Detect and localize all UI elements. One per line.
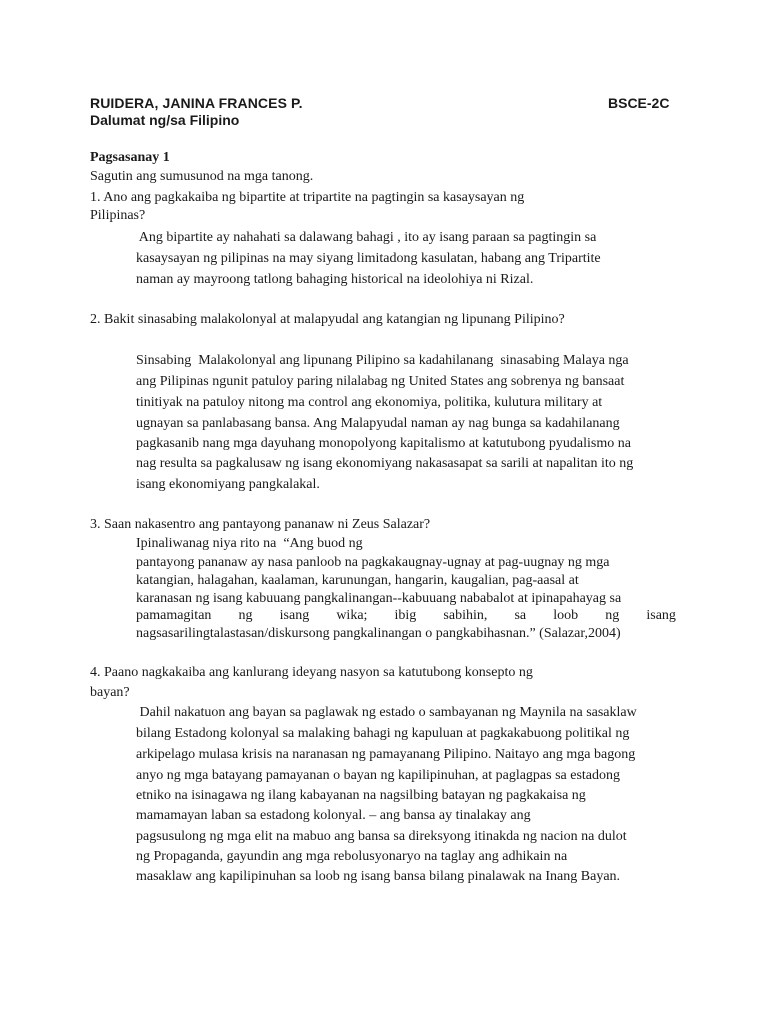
justified-word: sabihin,	[443, 608, 488, 623]
justified-word: loob	[553, 608, 579, 623]
answer-2-line-6: nag resulta sa pagkalusaw ng isang ekonomiyang nakasasapat sa sarili at napalitan ito ng	[136, 456, 634, 471]
answer-3-line-3: katangian, halagahan, kaalaman, karunungan, hangarin, kaugalian, pag-aasal at	[136, 573, 579, 588]
answer-2-line-1: Sinsabing Malakolonyal ang lipunang Pilipino sa kadahilanang sinasabing Malaya nga	[136, 353, 629, 368]
answer-1-line-2: kasaysayan ng pilipinas na may siyang limitadong kasulatan, habang ang Tripartite	[136, 251, 601, 266]
answer-4-line-7: pagsusulong ng mga elit na mabuo ang bansa sa direksyong itinakda ng nacion na dulot	[136, 829, 627, 844]
answer-3-line-4: karanasan ng isang kabuuang pangkalinangan--kabuuang nababalot at ipinapahayag sa	[136, 591, 622, 606]
justified-word: pamamagitan	[136, 608, 212, 623]
answer-4-line-3: arkipelago mulasa krisis na naranasan ng pamayanang Pilipino. Naitayo ang mga bagong	[136, 747, 636, 762]
justified-word: sa	[514, 608, 527, 623]
answer-4-line-8: ng Propaganda, gayundin ang mga rebolusyonaryo na taglay ang adhikain na	[136, 849, 568, 864]
answer-2-line-5: pagkasanib nang mga dayuhang monopolyong kapitalismo at katutubong pyudalismo na	[136, 436, 631, 451]
answer-3-line-6: nagsasarilingtalastasan/diskursong pangkalinangan o pangkabihasnan.” (Salazar,2004)	[136, 626, 621, 641]
student-name: RUIDERA, JANINA FRANCES P.	[90, 95, 303, 111]
answer-2-line-7: isang ekonomiyang pangkalakal.	[136, 477, 320, 492]
instruction-text: Sagutin ang sumusunod na mga tanong.	[90, 169, 314, 184]
justified-word: isang	[646, 608, 676, 623]
exercise-title: Pagsasanay 1	[90, 150, 170, 165]
course-section: BSCE-2C	[608, 95, 670, 111]
justified-word: isang	[279, 608, 310, 623]
answer-4-line-9: masaklaw ang kapilipinuhan sa loob ng isang bansa bilang pinalawak na Inang Bayan.	[136, 869, 621, 884]
question-4-line-2: bayan?	[90, 685, 130, 700]
answer-1-line-1: Ang bipartite ay nahahati sa dalawang bahagi , ito ay isang paraan sa pagtingin sa	[136, 230, 597, 245]
answer-2-line-2: ang Pilipinas ngunit patuloy paring nilalabag ng United States ang sobrenya ng bansaat	[136, 374, 625, 389]
answer-2-line-4: ugnayan sa panlabasang bansa. Ang Malapyudal naman ay nag bunga sa kadahilanang	[136, 416, 620, 431]
question-1-line-2: Pilipinas?	[90, 208, 146, 223]
question-2-line-1: 2. Bakit sinasabing malakolonyal at malapyudal ang katangian ng lipunang Pilipino?	[90, 312, 565, 327]
question-4-line-1: 4. Paano nagkakaiba ang kanlurang ideyang nasyon sa katutubong konsepto ng	[90, 665, 533, 680]
answer-3-line-1: Ipinaliwanag niya rito na “Ang buod ng	[136, 536, 363, 551]
justified-word: ng	[238, 608, 253, 623]
answer-3-line-2: pantayong pananaw ay nasa panloob na pagkakaugnay-ugnay at pag-uugnay ng mga	[136, 555, 610, 570]
justified-word: ng	[605, 608, 620, 623]
subject-title: Dalumat ng/sa Filipino	[90, 112, 240, 128]
answer-4-line-2: bilang Estadong kolonyal sa malaking bahagi ng kapuluan at pagkakabuong politikal ng	[136, 726, 630, 741]
justified-word: ibig	[394, 608, 417, 623]
answer-4-line-5: etniko na isinagawa ng ilang kabayanan na nagsilbing batayan ng pagkakaisa ng	[136, 788, 586, 803]
question-3-line-1: 3. Saan nakasentro ang pantayong pananaw ni Zeus Salazar?	[90, 517, 431, 532]
answer-1-line-3: naman ay mayroong tatlong bahaging historical na ideolohiya ni Rizal.	[136, 272, 534, 287]
answer-4-line-6: mamamayan laban sa estadong kolonyal. – ang bansa ay tinalakay ang	[136, 808, 531, 823]
answer-4-line-4: anyo ng mga batayang pamayanan o bayan ng kapilipinuhan, at paglagpas sa estadong	[136, 768, 621, 783]
justified-word: wika;	[336, 608, 368, 623]
question-1-line-1: 1. Ano ang pagkakaiba ng bipartite at tripartite na pagtingin sa kasaysayan ng	[90, 190, 525, 205]
answer-4-line-1: Dahil nakatuon ang bayan sa paglawak ng estado o sambayanan ng Maynila na sasaklaw	[136, 705, 637, 720]
answer-2-line-3: tinitiyak na patuloy nitong ma control ang ekonomiya, politika, kulutura military at	[136, 395, 603, 410]
